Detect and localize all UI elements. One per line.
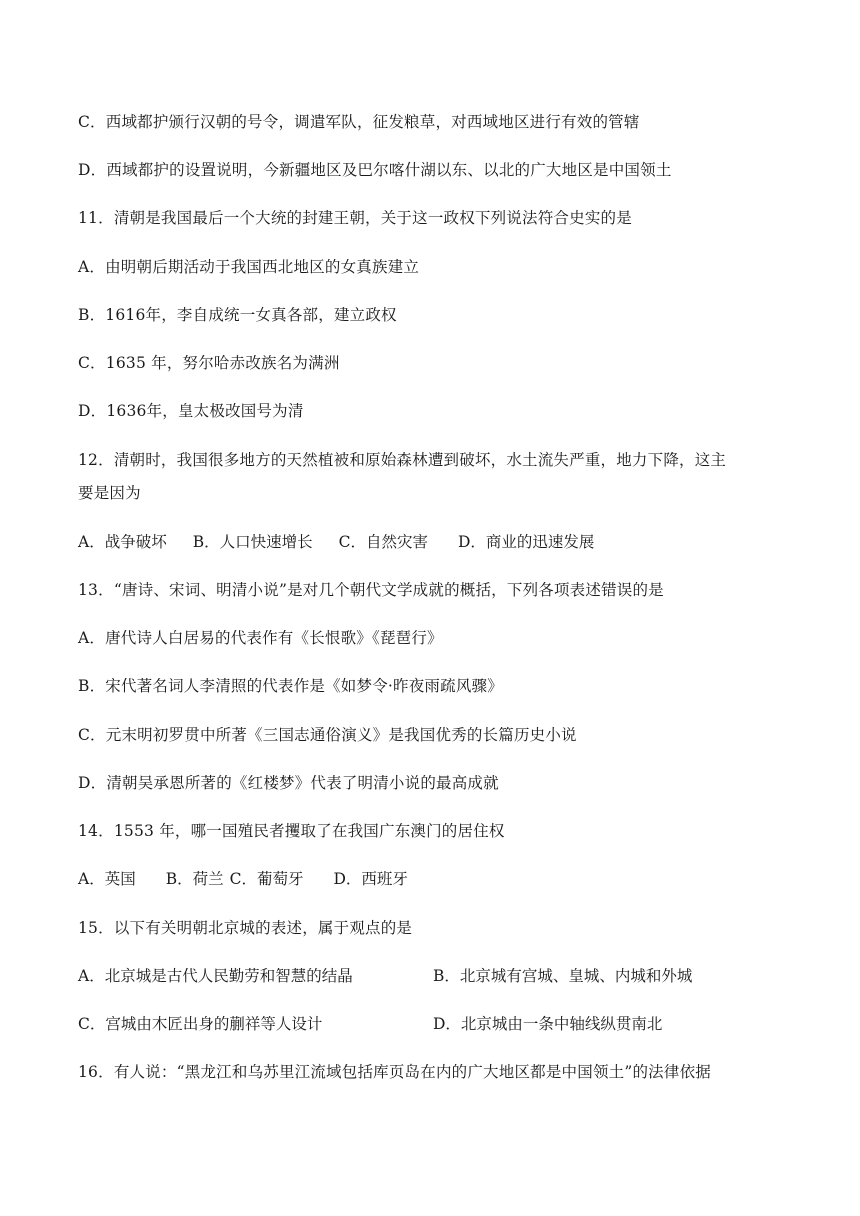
q12-option-b: B．人口快速增长 [192, 533, 313, 551]
q11-option-b: B．1616年，李自成统一女真各部，建立政权 [78, 306, 397, 324]
q12-stem-line2: 要是因为 [78, 484, 141, 502]
q16-stem: 16．有人说：“黑龙江和乌苏里江流域包括库页岛在内的广大地区都是中国领土”的法律依据 [78, 1063, 711, 1081]
q11-option-a: A．由明朝后期活动于我国西北地区的女真族建立 [78, 258, 420, 276]
q15-option-d: D．北京城由一条中轴线纵贯南北 [433, 1015, 663, 1033]
q12-option-a: A．战争破坏 [78, 533, 167, 551]
q15-options-row1 [78, 966, 798, 986]
q14-stem: 14．1553 年，哪一国殖民者攫取了在我国广东澳门的居住权 [78, 822, 505, 840]
q10-option-c: C．西域都护颁行汉朝的号令，调遣军队，征发粮草，对西域地区进行有效的管辖 [78, 113, 640, 131]
q13-option-a: A．唐代诗人白居易的代表作有《长恨歌》《琵琶行》 [78, 629, 443, 647]
q14-option-a: A．英国 [78, 870, 136, 888]
q13-option-c: C．元末明初罗贯中所著《三国志通俗演义》是我国优秀的长篇历史小说 [78, 726, 577, 744]
q11-option-d: D．1636年，皇太极改国号为清 [78, 402, 304, 420]
q14-options [78, 869, 798, 889]
q11-stem: 11．清朝是我国最后一个大统的封建王朝，关于这一政权下列说法符合史实的是 [78, 209, 632, 227]
q14-option-b: B．荷兰 [165, 870, 224, 888]
q14-option-c: C．葡萄牙 [229, 870, 304, 888]
q12-stem-line1: 12．清朝时，我国很多地方的天然植被和原始森林遭到破坏，水土流失严重，地力下降，这主 [78, 451, 727, 469]
q10-option-d: D．西域都护的设置说明，今新疆地区及巴尔喀什湖以东、以北的广大地区是中国领土 [78, 161, 672, 179]
q15-option-a: A．北京城是古代人民勤劳和智慧的结晶 [78, 967, 353, 985]
q13-option-b: B．宋代著名词人李清照的代表作是《如梦令·昨夜雨疏风骤》 [78, 677, 503, 695]
q13-option-d: D．清朝吴承恩所著的《红楼梦》代表了明清小说的最高成就 [78, 774, 499, 792]
q15-stem: 15．以下有关明朝北京城的表述，属于观点的是 [78, 919, 413, 937]
q12-option-c: C．自然灾害 [338, 533, 428, 551]
q15-option-b: B．北京城有宫城、皇城、内城和外城 [433, 967, 693, 985]
q12-options [78, 532, 798, 552]
q13-stem: 13．“唐诗、宋词、明清小说”是对几个朝代文学成就的概括，下列各项表述错误的是 [78, 581, 664, 599]
q11-option-c: C．1635 年，努尔哈赤改族名为满洲 [78, 354, 340, 372]
q15-option-c: C．宫城由木匠出身的蒯祥等人设计 [78, 1015, 323, 1033]
q12-option-d: D．商业的迅速发展 [457, 533, 595, 551]
q14-option-d: D．西班牙 [333, 870, 408, 888]
q15-options-row2 [78, 1014, 798, 1034]
